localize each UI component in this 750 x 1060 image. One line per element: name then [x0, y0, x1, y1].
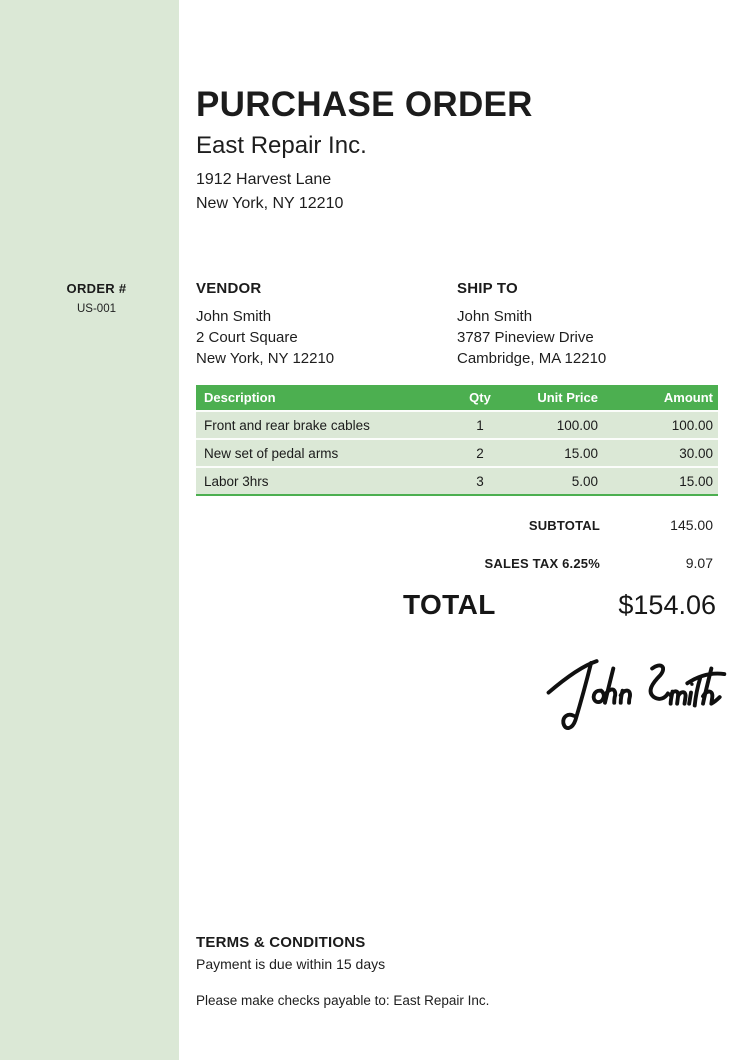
- item-unit-price: 100.00: [556, 417, 598, 433]
- subtotal-value: 145.00: [670, 517, 713, 533]
- payable-note: Please make checks payable to: East Repair Inc.: [196, 993, 490, 1008]
- signature-drawing: [543, 637, 728, 737]
- vendor-block: [196, 280, 457, 369]
- ship-to-block: [457, 280, 718, 369]
- ship-to-heading: SHIP TO: [457, 280, 518, 297]
- item-qty: 2: [476, 445, 484, 461]
- item-unit-price: 15.00: [564, 445, 598, 461]
- order-number-block: [0, 281, 179, 315]
- document-title: PURCHASE ORDER: [196, 85, 533, 124]
- ship-to-city: Cambridge, MA 12210: [457, 350, 607, 367]
- ship-to-name: John Smith: [457, 308, 533, 325]
- subtotal-row: [196, 517, 718, 533]
- ship-to-address: [457, 306, 718, 369]
- company-address-line1: 1912 Harvest Lane: [196, 171, 332, 188]
- terms-line: Payment is due within 15 days: [196, 956, 386, 972]
- table-row: [196, 410, 718, 438]
- items-table-header: [196, 385, 718, 410]
- subtotal-label: SUBTOTAL: [528, 518, 600, 533]
- vendor-street: 2 Court Square: [196, 329, 298, 346]
- vendor-heading: VENDOR: [196, 280, 262, 297]
- item-qty: 3: [476, 473, 484, 489]
- total-label: TOTAL: [403, 589, 496, 620]
- left-accent-band: [0, 0, 179, 1060]
- items-table: [196, 385, 718, 496]
- company-name: East Repair Inc.: [196, 132, 367, 159]
- column-header-amount: Amount: [663, 390, 713, 405]
- item-description: Front and rear brake cables: [204, 417, 370, 433]
- order-number-value: US-001: [77, 303, 116, 315]
- sales-tax-row: [196, 555, 718, 571]
- column-header-description: Description: [204, 390, 276, 405]
- document-header: [196, 85, 533, 216]
- sales-tax-value: 9.07: [685, 555, 713, 571]
- item-description: Labor 3hrs: [204, 473, 269, 489]
- item-amount: 15.00: [679, 473, 713, 489]
- item-amount: 100.00: [671, 417, 713, 433]
- company-address: [196, 168, 533, 216]
- signature-john-smith: [543, 637, 728, 737]
- column-header-unit-price: Unit Price: [537, 390, 598, 405]
- vendor-address: [196, 306, 457, 369]
- total-row: [196, 589, 718, 621]
- vendor-city: New York, NY 12210: [196, 350, 335, 367]
- item-unit-price: 5.00: [571, 473, 598, 489]
- order-number-label: ORDER #: [66, 281, 127, 296]
- terms-heading: TERMS & CONDITIONS: [196, 934, 366, 951]
- parties-section: [196, 280, 718, 369]
- table-row: [196, 466, 718, 494]
- sales-tax-label: SALES TAX 6.25%: [484, 556, 600, 571]
- total-value: $154.06: [618, 590, 716, 620]
- company-address-line2: New York, NY 12210: [196, 195, 344, 212]
- item-amount: 30.00: [679, 445, 713, 461]
- ship-to-street: 3787 Pineview Drive: [457, 329, 594, 346]
- item-description: New set of pedal arms: [204, 445, 339, 461]
- column-header-qty: Qty: [469, 390, 491, 405]
- item-qty: 1: [476, 417, 484, 433]
- vendor-name: John Smith: [196, 308, 272, 325]
- table-row: [196, 438, 718, 466]
- terms-section: [196, 934, 656, 1008]
